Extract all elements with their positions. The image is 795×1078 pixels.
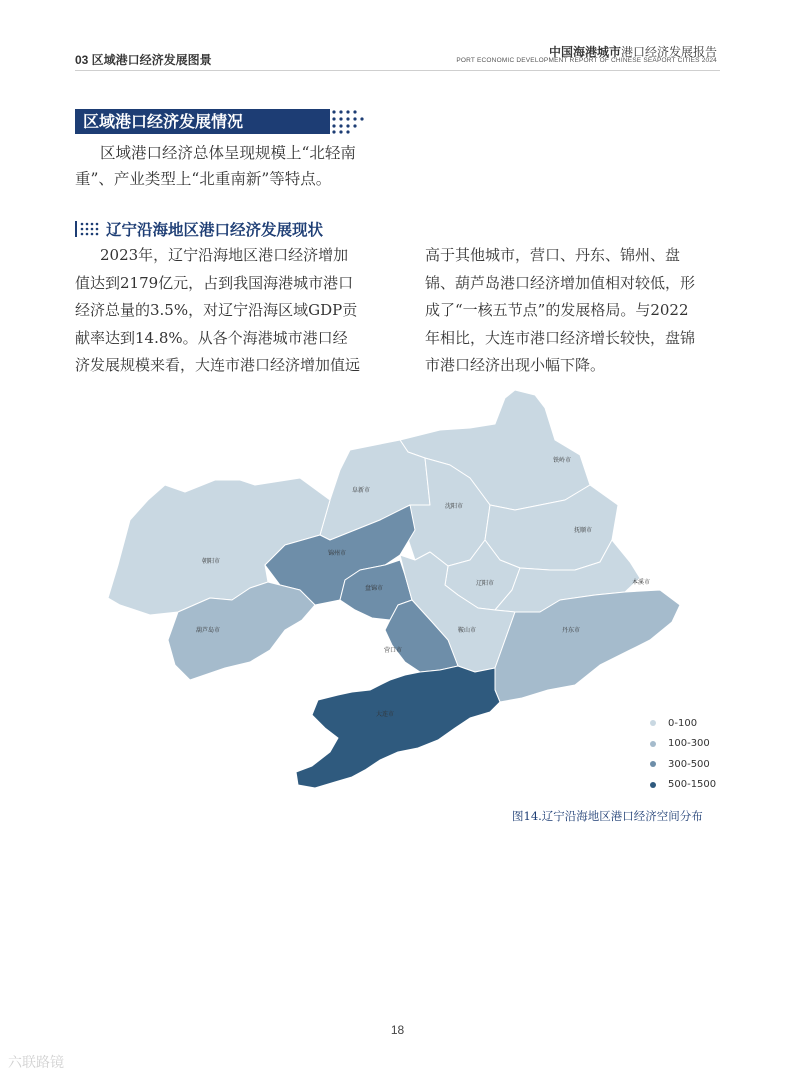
city-label: 盘锦市 [365,585,384,592]
section-label: 03 区域港口经济发展图景 [75,53,212,67]
legend-label: 0-100 [668,717,698,729]
city-label: 锦州市 [328,550,347,557]
city-label: 营口市 [384,647,403,654]
body-right-line: 年相比，大连市港口经济增长较快，盘锦 [425,328,696,347]
city-label: 铁岭市 [553,457,572,464]
city-label: 本溪市 [632,579,651,586]
subsection-title: 辽宁沿海地区港口经济发展现状 [106,221,324,239]
intro-line: 重”、产业类型上“北重南新”等特点。 [75,170,332,188]
legend-item [650,734,716,755]
legend-item [650,713,716,734]
body-left-line: 2023年，辽宁沿海地区港口经济增加 [100,246,349,264]
region-dalian[interactable] [296,666,500,788]
body-left-line: 经济总量的3.5%，对辽宁沿海区域GDP贡 [75,301,358,319]
page-number: 18 [390,1023,405,1037]
body-right-line: 锦、葫芦岛港口经济增加值相对较低，形 [425,273,696,292]
legend-swatch [650,782,656,788]
subheading-dots-icon [75,221,101,237]
section-title: 区域港口经济发展情况 [83,112,244,131]
city-label: 朝阳市 [202,558,221,565]
report-title-en: PORT ECONOMIC DEVELOPMENT REPORT OF CHINESE SEAPORT CITIES 2024 [456,57,717,64]
body-right-line: 高于其他城市，营口、丹东、锦州、盘 [425,246,681,264]
body-left-line: 值达到2179亿元，占到我国海港城市港口 [75,273,354,292]
city-label: 鞍山市 [458,627,477,634]
city-label: 葫芦岛市 [196,627,221,634]
report-title-rest: 港口经济发展报告 [620,45,717,59]
report-title-bold: 中国海港城市 [548,45,621,59]
map-legend [650,713,716,795]
body-right-line: 市港口经济出现小幅下降。 [425,356,606,374]
city-label: 大连市 [376,711,395,718]
legend-swatch [650,761,656,767]
city-label: 抚顺市 [574,527,593,534]
legend-item [650,775,716,796]
header-divider [75,70,720,71]
legend-item [650,754,716,775]
city-label: 沈阳市 [445,503,464,510]
city-label: 阜新市 [352,487,371,494]
legend-label: 500-1500 [668,779,717,791]
body-right-line: 成了“一核五节点”的发展格局。与2022 [425,301,689,319]
body-left-line: 献率达到14.8%。从各个海港城市港口经 [75,328,348,347]
intro-line: 区域港口经济总体呈现规模上“北轻南 [100,144,356,162]
watermark: 六联路镜 [8,1055,64,1071]
dot-grid-ornament [331,109,371,135]
body-left-line: 济发展规模来看，大连市港口经济增加值远 [75,356,361,374]
liaoning-map [100,385,720,805]
legend-swatch [650,741,656,747]
legend-label: 300-500 [668,758,710,770]
figure-caption: 图14.辽宁沿海地区港口经济空间分布 [512,809,703,823]
legend-label: 100-300 [668,738,710,750]
city-label: 辽阳市 [476,580,495,587]
legend-swatch [650,720,656,726]
city-label: 丹东市 [562,627,581,634]
